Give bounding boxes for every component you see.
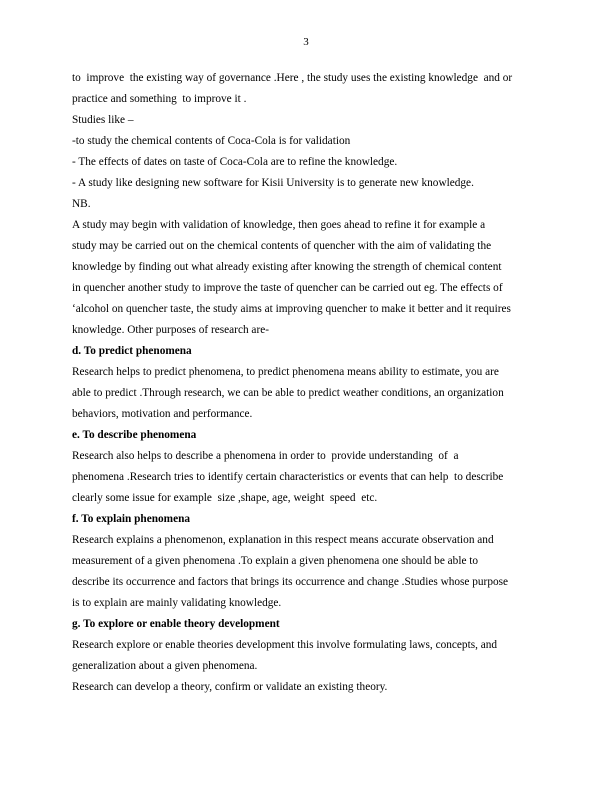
body-line: in quencher another study to improve the taste of quencher can be carried out eg. The effects of xyxy=(72,282,503,294)
document-body xyxy=(72,68,552,698)
body-line: Research explains a phenomenon, explanation in this respect means accurate observation and xyxy=(72,534,494,546)
body-line: Research can develop a theory, confirm or validate an existing theory. xyxy=(72,681,388,693)
body-line: generalization about a given phenomena. xyxy=(72,660,258,672)
body-line: A study may begin with validation of knowledge, then goes ahead to refine it for example a xyxy=(72,219,486,231)
body-line: ‘alcohol on quencher taste, the study aims at improving quencher to make it better and it requires xyxy=(72,303,511,315)
body-line: Research also helps to describe a phenomena in order to provide understanding of a xyxy=(72,450,459,462)
body-line: knowledge by finding out what already existing after knowing the strength of chemical content xyxy=(72,261,502,273)
section-heading-describe: e. To describe phenomena xyxy=(72,429,197,441)
body-line: to improve the existing way of governance .Here , the study uses the existing knowledge and or xyxy=(72,72,513,84)
list-item: -to study the chemical contents of Coca-Cola is for validation xyxy=(72,135,351,147)
body-line: clearly some issue for example size ,shape, age, weight speed etc. xyxy=(72,492,378,504)
body-line: phenomena .Research tries to identify certain characteristics or events that can help to describe xyxy=(72,471,504,483)
body-line: measurement of a given phenomena .To explain a given phenomena one should be able to xyxy=(72,555,479,567)
body-line: practice and something to improve it . xyxy=(72,93,247,105)
body-line: describe its occurrence and factors that brings its occurrence and change .Studies whose purpose xyxy=(72,576,509,588)
body-line: is to explain are mainly validating knowledge. xyxy=(72,597,282,609)
body-line: Research explore or enable theories development this involve formulating laws, concepts, and xyxy=(72,639,498,651)
body-line: able to predict .Through research, we can be able to predict weather conditions, an organization xyxy=(72,387,504,399)
body-line: Studies like – xyxy=(72,114,134,126)
body-line: study may be carried out on the chemical contents of quencher with the aim of validating the xyxy=(72,240,492,252)
section-heading-explore: g. To explore or enable theory development xyxy=(72,618,280,630)
list-item: - A study like designing new software for Kisii University is to generate new knowledge. xyxy=(72,177,474,189)
body-line: knowledge. Other purposes of research are- xyxy=(72,324,269,336)
body-line: Research helps to predict phenomena, to predict phenomena means ability to estimate, you are xyxy=(72,366,499,378)
list-item: - The effects of dates on taste of Coca-Cola are to refine the knowledge. xyxy=(72,156,398,168)
note-label: NB. xyxy=(72,198,91,210)
section-heading-explain: f. To explain phenomena xyxy=(72,513,191,525)
page-number: 3 xyxy=(303,36,309,48)
section-heading-predict: d. To predict phenomena xyxy=(72,345,192,357)
body-line: behaviors, motivation and performance. xyxy=(72,408,253,420)
